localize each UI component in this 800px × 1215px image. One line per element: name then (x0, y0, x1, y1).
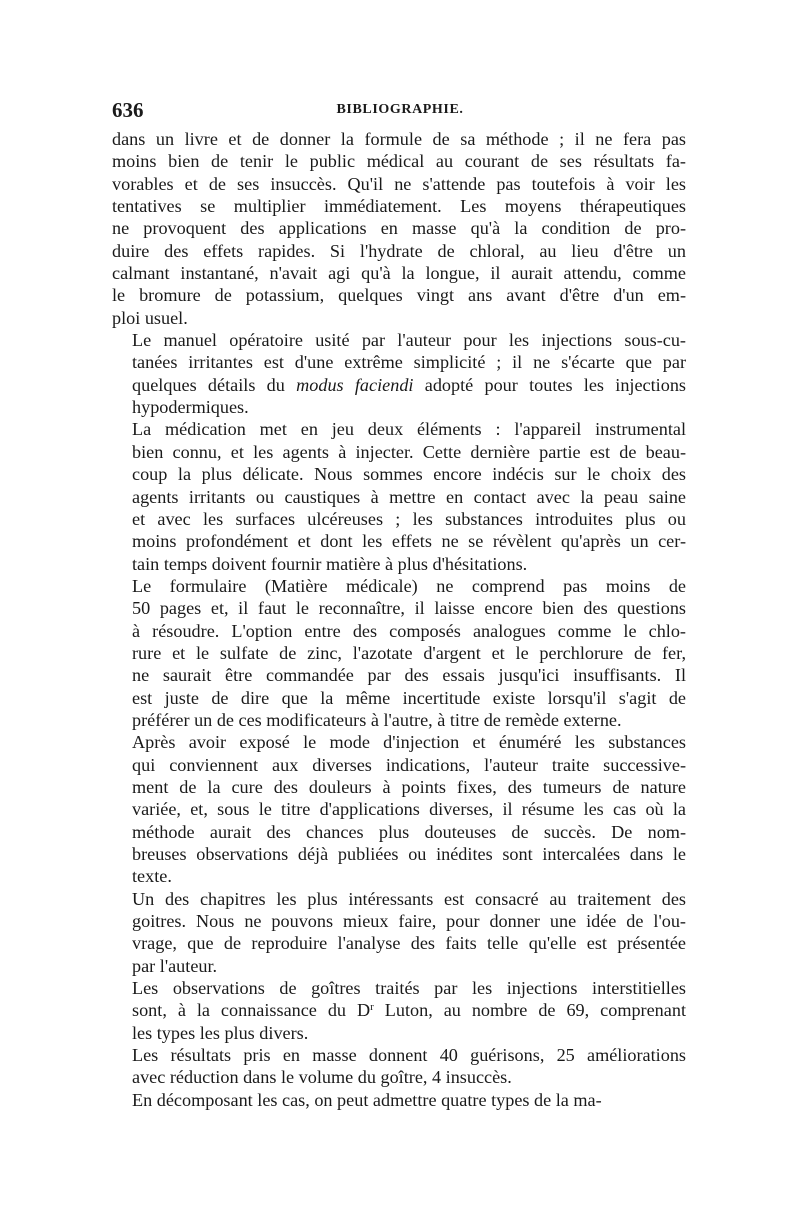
text-line: les types les plus divers. (132, 1022, 309, 1043)
text-line: Le formulaire (Matière médicale) ne comprend pas moins de (132, 575, 686, 596)
text-line: breuses observations déjà publiées ou inédites sont intercalées dans le (132, 844, 686, 864)
text-line: préférer un de ces modificateurs à l'autre, à titre de remède externe. (132, 709, 622, 730)
text-line: En décomposant les cas, on peut admettre quatre types de la ma- (132, 1089, 602, 1110)
text-line: est juste de dire que la même incertitude existe lorsqu'il s'agit de (132, 687, 686, 708)
text-line: tentatives se multiplier immédiatement. Les moyens thérapeutiques (112, 196, 686, 217)
text-line: Les observations de goîtres traités par les injections interstitielles (132, 978, 686, 999)
paragraph (112, 1044, 686, 1089)
text-line: Après avoir exposé le mode d'injection et énuméré les substances (132, 732, 686, 753)
paragraph (112, 329, 686, 418)
text-line: Un des chapitres les plus intéressants est consacré au traitement des (132, 888, 686, 909)
text-line: goitres. Nous ne pouvons mieux faire, pour donner une idée de l'ou- (132, 911, 686, 932)
text-line: Le manuel opératoire usité par l'auteur pour les injections sous-cu- (132, 330, 686, 351)
text-line: tain temps doivent fournir matière à plus d'hésitations. (132, 553, 528, 574)
page-number: 636 (112, 98, 144, 122)
page-header (112, 98, 688, 124)
text-line: Les résultats pris en masse donnent 40 guérisons, 25 améliorations (132, 1045, 686, 1066)
text-line: vorables et de ses insuccès. Qu'il ne s'attende pas toutefois à voir les (112, 173, 686, 194)
paragraph (112, 128, 686, 329)
text-line: moins profondément et dont les effets ne se révèlent qu'après un cer- (132, 531, 686, 552)
text-line: calmant instantané, n'avait agi qu'à la longue, il aurait attendu, comme (112, 263, 686, 284)
text-line: ne saurait être commandée par des essais jusqu'ici insuffisants. Il (132, 665, 686, 686)
text-line: ment de la cure des douleurs à points fixes, des tumeurs de nature (132, 776, 686, 797)
text-line: 50 pages et, il faut le reconnaître, il laisse encore bien des questions (132, 598, 686, 619)
text-line: par l'auteur. (132, 955, 218, 976)
text-line: texte. (132, 866, 172, 887)
text-line: quelques détails du modus faciendi adopté pour toutes les injections (132, 374, 686, 395)
text-line: rure et le sulfate de zinc, l'azotate d'argent et le perchlorure de fer, (132, 642, 686, 663)
text-line: tanées irritantes est d'une extrême simplicité ; il ne s'écarte que par (132, 352, 686, 373)
text-line: moins bien de tenir le public médical au courant de ses résultats fa- (112, 151, 686, 172)
text-line: variée, et, sous le titre d'applications diverses, il résume les cas où la (132, 799, 686, 820)
text-line: bien connu, et les agents à injecter. Cette dernière partie est de beau- (132, 441, 686, 462)
text-line: ne provoquent des applications en masse qu'à la condition de pro- (112, 218, 686, 239)
text-line: ploi usuel. (112, 307, 188, 328)
paragraph (112, 575, 686, 731)
paragraph (112, 731, 686, 887)
text-line: le bromure de potassium, quelques vingt ans avant d'être d'un em- (112, 285, 686, 306)
text-line: hypodermiques. (132, 397, 249, 418)
text-line: et avec les surfaces ulcéreuses ; les substances introduites plus ou (132, 508, 686, 529)
text-line: méthode aurait des chances plus douteuses de succès. De nom- (132, 821, 686, 842)
text-line: agents irritants ou caustiques à mettre en contact avec la peau saine (132, 486, 686, 507)
text-line: qui conviennent aux diverses indications, l'auteur traite successive- (132, 754, 686, 775)
paragraph (112, 418, 686, 574)
paragraph (112, 977, 686, 1044)
text-line: coup la plus délicate. Nous sommes encore indécis sur le choix des (132, 464, 686, 485)
running-head: BIBLIOGRAPHIE. (336, 102, 464, 117)
text-line: sont, à la connaissance du $D^r$ Luton, au nombre de 69, comprenant (132, 1000, 686, 1021)
paragraph (112, 888, 686, 977)
body-text (112, 128, 686, 1111)
text-line: à résoudre. L'option entre des composés analogues comme le chlo- (132, 620, 686, 641)
text-line: La médication met en jeu deux éléments : l'appareil instrumental (132, 419, 686, 440)
text-line: dans un livre et de donner la formule de sa méthode ; il ne fera pas (112, 129, 686, 149)
paragraph (112, 1089, 686, 1111)
text-line: duire des effets rapides. Si l'hydrate de chloral, au lieu d'être un (112, 240, 686, 261)
text-line: vrage, que de reproduire l'analyse des faits telle qu'elle est présentée (132, 933, 686, 954)
text-line: avec réduction dans le volume du goître, 4 insuccès. (132, 1067, 512, 1088)
